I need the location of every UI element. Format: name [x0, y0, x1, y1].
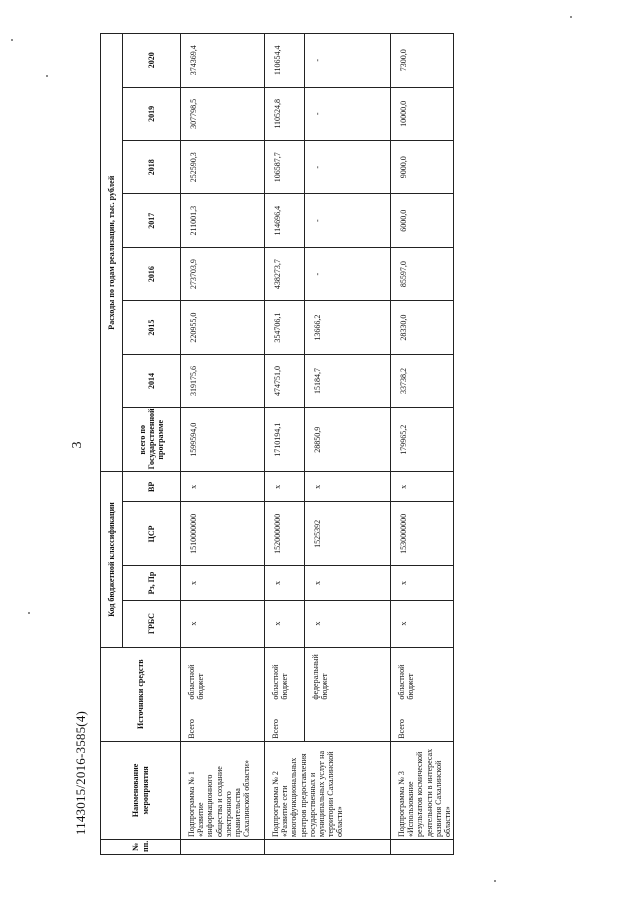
scan-speck [494, 880, 496, 882]
year-value: 319175,6 [181, 354, 265, 407]
year-value: 220955,0 [181, 301, 265, 354]
scan-speck [46, 75, 48, 77]
source-cell [391, 647, 454, 741]
year-value: - [305, 87, 391, 140]
source-name: федеральный бюджет [311, 654, 330, 700]
header-grbs: ГРБС [123, 600, 181, 647]
csr-cell: 1510000000 [181, 502, 265, 566]
vr-cell: x [181, 472, 265, 502]
year-value: 33738,2 [391, 354, 454, 407]
total-cell: 28850,9 [305, 408, 391, 472]
csr-cell: 1520000000 [265, 502, 305, 566]
row-num [265, 840, 391, 855]
year-value: - [305, 34, 391, 88]
header-csr: ЦСР [123, 502, 181, 566]
measure-name: Подпрограмма № 1 «Развитие информационного общества и создание электронного правительства Сахалинской области» [181, 741, 265, 839]
header-name: Наименование мероприятия [101, 741, 181, 839]
year-value: 474751,0 [265, 354, 305, 407]
header-year: 2017 [123, 194, 181, 247]
vr-cell: x [265, 472, 305, 502]
document-code: 1143015/2016-3585(4) [73, 710, 88, 836]
grbs-cell: x [265, 600, 305, 647]
total-cell: 1710194,1 [265, 408, 305, 472]
header-year: 2016 [123, 247, 181, 300]
year-value: 354706,1 [265, 301, 305, 354]
grbs-cell: x [305, 600, 391, 647]
table-row [391, 34, 454, 855]
year-value: 438273,7 [265, 247, 305, 300]
source-total-label: Всего [271, 719, 280, 739]
total-cell: 179965,2 [391, 408, 454, 472]
year-value: - [305, 247, 391, 300]
measure-name: Подпрограмма № 3 «Использование результатов космической деятельности в интересах развития Сахалинской области» [391, 741, 454, 839]
header-vr: ВР [123, 472, 181, 502]
table-row [181, 34, 265, 855]
header-source: Источники средств [101, 647, 181, 741]
row-num [391, 840, 454, 855]
source-cell [265, 647, 305, 741]
year-value: 106587,7 [265, 141, 305, 194]
row-num [181, 840, 265, 855]
total-cell: 1599594,0 [181, 408, 265, 472]
header-rzpr: Рз, Пр [123, 566, 181, 600]
source-cell [181, 647, 265, 741]
scan-speck [28, 612, 30, 614]
header-num: № пп. [101, 840, 181, 855]
rzpr-cell: x [265, 566, 305, 600]
rzpr-cell: x [391, 566, 454, 600]
header-expenses-group: Расходы по годам реализации, тыс. рублей [101, 34, 123, 472]
year-value: 9000,0 [391, 141, 454, 194]
table-row [305, 34, 391, 855]
csr-cell: 1530000000 [391, 502, 454, 566]
year-value: 15184,7 [305, 354, 391, 407]
header-year: 2019 [123, 87, 181, 140]
header-total: всего по Государственной программе [123, 408, 181, 472]
source-cell [305, 647, 391, 741]
source-name: областной бюджет [187, 664, 206, 700]
grbs-cell: x [181, 600, 265, 647]
header-year: 2018 [123, 141, 181, 194]
year-value: 110654,4 [265, 34, 305, 88]
budget-table [100, 33, 454, 855]
year-value: 110524,8 [265, 87, 305, 140]
year-value: 10000,0 [391, 87, 454, 140]
year-value: 28330,0 [391, 301, 454, 354]
year-value: 211001,3 [181, 194, 265, 247]
vr-cell: x [305, 472, 391, 502]
year-value: 114696,4 [265, 194, 305, 247]
vr-cell: x [391, 472, 454, 502]
year-value: 307798,5 [181, 87, 265, 140]
rzpr-cell: x [305, 566, 391, 600]
year-value: - [305, 194, 391, 247]
source-name: областной бюджет [397, 664, 416, 700]
table-row [265, 34, 305, 855]
header-code-group: Код бюджетной классификации [101, 472, 123, 647]
rzpr-cell: x [181, 566, 265, 600]
page-number: 3 [70, 441, 85, 449]
year-value: 273703,9 [181, 247, 265, 300]
source-name: областной бюджет [271, 664, 290, 700]
scan-speck [570, 16, 572, 18]
year-value: 252590,3 [181, 141, 265, 194]
header-year: 2020 [123, 34, 181, 88]
year-value: 6000,0 [391, 194, 454, 247]
rotated-table-container [100, 33, 452, 855]
source-total-label: Всего [187, 719, 196, 739]
csr-cell: 1525392 [305, 502, 391, 566]
year-value: 13666,2 [305, 301, 391, 354]
scan-speck [11, 39, 13, 41]
header-year: 2014 [123, 354, 181, 407]
measure-name: Подпрограмма № 2 «Развитие сети многофункциональных центров предоставления государственных и муниципальных услуг на территории Сахалинской области» [265, 741, 391, 839]
year-value: - [305, 141, 391, 194]
grbs-cell: x [391, 600, 454, 647]
year-value: 7300,0 [391, 34, 454, 88]
year-value: 85597,0 [391, 247, 454, 300]
source-total-label: Всего [397, 719, 406, 739]
year-value: 374369,4 [181, 34, 265, 88]
header-year: 2015 [123, 301, 181, 354]
